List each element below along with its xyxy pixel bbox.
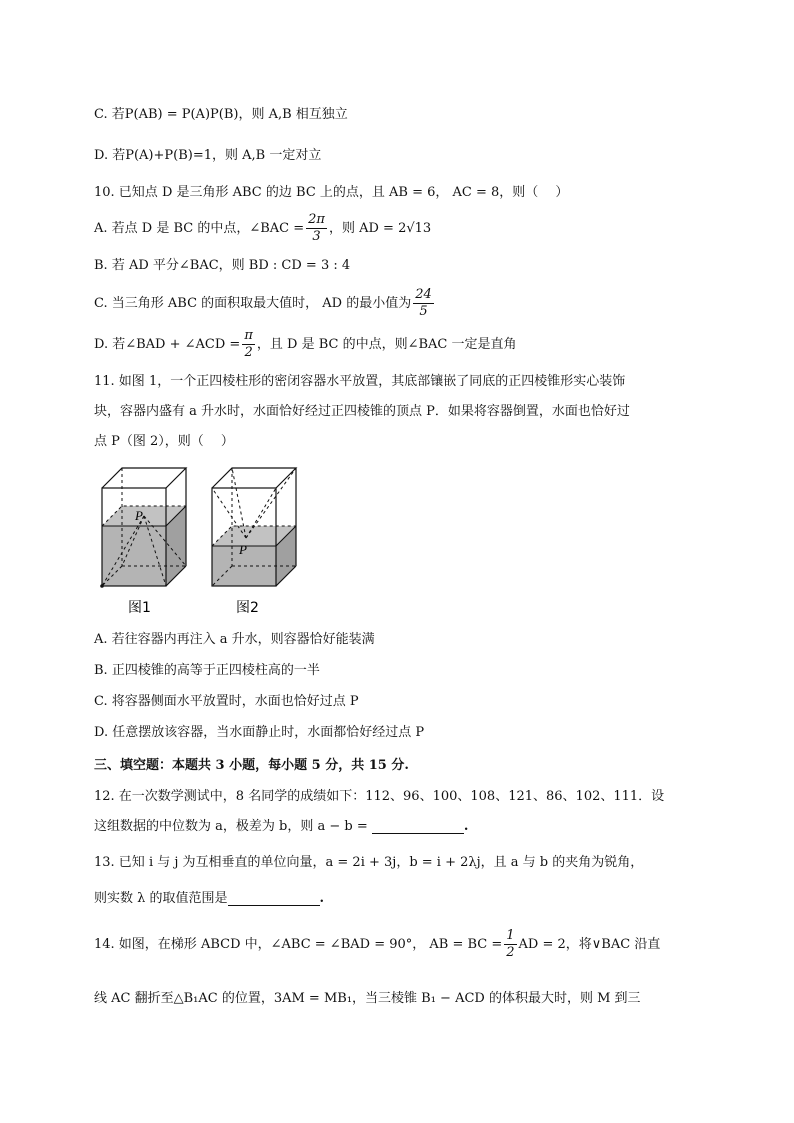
fig1-water-front [102, 526, 166, 586]
q11-option-a: A. 若往容器内再注入 a 升水，则容器恰好能装满 [94, 632, 375, 647]
q10-a-fraction [306, 212, 327, 245]
fig1-corner-dot [100, 584, 104, 588]
q10-a-post: ，则 AD = 2√13 [328, 221, 432, 236]
q10-d-post: ，且 D 是 BC 的中点，则∠BAC 一定是直角 [256, 337, 517, 352]
q13-stem-line1: 13. 已知 i 与 j 为互相垂直的单位向量，a = 2i + 3j，b = i + 2λj，且 a 与 b 的夹角为锐角， [94, 855, 644, 870]
q10-d-numerator: π [244, 328, 253, 343]
q14-stem-line2: 线 AC 翻折至△B₁AC 的位置，3AM = MB₁，当三棱锥 B₁ − ACD 的体积最大时，则 M 到三 [94, 991, 641, 1006]
q14-fraction [504, 928, 516, 961]
figure-2-prism [212, 468, 296, 616]
q14-pre: 14. 如图，在梯形 ABCD 中，∠ABC = ∠BAD = 90°， AB = BC = [94, 937, 503, 952]
q10-option-c [94, 287, 436, 321]
q11-option-d: D. 任意摆放该容器，当水面静止时，水面都恰好经过点 P [94, 725, 425, 740]
fig1-top-face [102, 468, 186, 488]
q11-option-b: B. 正四棱锥的高等于正四棱柱高的一半 [94, 663, 320, 678]
q14-stem-line1 [94, 928, 660, 962]
q14-post: AD = 2，将∨BAC 沿直 [518, 937, 661, 952]
fig1-point-p: P [135, 508, 143, 523]
fig2-top-face [212, 468, 296, 488]
q10-c-numerator: 24 [415, 287, 432, 302]
q12-period: . [463, 819, 469, 834]
q12-answer-blank[interactable] [372, 819, 464, 834]
q11-stem-line1: 11. 如图 1，一个正四棱柱形的密闭容器水平放置，其底部镶嵌了同底的正四棱锥形实心装饰 [94, 374, 626, 389]
q13-stem-line2 [94, 889, 324, 909]
q10-option-a [94, 212, 431, 246]
q10-d-pre: D. 若∠BAD + ∠ACD = [94, 337, 241, 352]
q12-text: 这组数据的中位数为 a，极差为 b，则 a − b = [94, 819, 368, 834]
q11-option-c: C. 将容器侧面水平放置时，水面也恰好过点 P [94, 694, 359, 709]
fig2-point-p: P [239, 542, 247, 557]
q13-answer-blank[interactable] [228, 891, 320, 906]
q10-option-d [94, 328, 516, 362]
q11-figures [94, 462, 314, 622]
q11-stem-line2: 块，容器内盛有 a 升水时，水面恰好经过正四棱锥的顶点 P．如果将容器倒置，水面也恰好过 [94, 404, 630, 419]
q10-a-numerator: 2π [308, 212, 325, 227]
q14-denominator: 2 [506, 945, 515, 960]
q10-option-b: B. 若 AD 平分∠BAC，则 BD : CD = 3 : 4 [94, 258, 351, 273]
fig1-label: 图1 [128, 600, 151, 616]
q13-period: . [319, 891, 325, 906]
q10-c-fraction [413, 287, 434, 320]
q14-numerator: 1 [506, 928, 515, 943]
q10-a-denominator: 3 [312, 229, 321, 244]
q12-stem-line2 [94, 817, 468, 837]
figure-1-prism [100, 468, 186, 616]
q11-stem-line3: 点 P（图 2），则（ ） [94, 434, 234, 449]
q10-stem: 10. 已知点 D 是三角形 ABC 的边 BC 上的点，且 AB = 6， AC = 8，则（ ） [94, 185, 569, 200]
q12-stem-line1: 12. 在一次数学测试中，8 名同学的成绩如下：112、96、100、108、121、86、102、111．设 [94, 789, 665, 804]
q10-a-pre: A. 若点 D 是 BC 的中点，∠BAC = [94, 221, 305, 236]
q10-c-pre: C. 当三角形 ABC 的面积取最大值时， AD 的最小值为 [94, 296, 412, 311]
prism-figures-svg [94, 462, 314, 622]
q9-option-c: C. 若P(AB) = P(A)P(B)，则 A,B 相互独立 [94, 107, 348, 122]
q10-c-denominator: 5 [419, 304, 428, 319]
q9-option-d: D. 若P(A)+P(B)=1，则 A,B 一定对立 [94, 148, 322, 163]
fig2-label: 图2 [236, 600, 259, 616]
section-three-heading: 三、填空题：本题共 3 小题，每小题 5 分，共 15 分. [94, 758, 409, 773]
q10-d-fraction [242, 328, 255, 361]
q10-d-denominator: 2 [244, 345, 253, 360]
q13-text: 则实数 λ 的取值范围是 [94, 891, 228, 906]
